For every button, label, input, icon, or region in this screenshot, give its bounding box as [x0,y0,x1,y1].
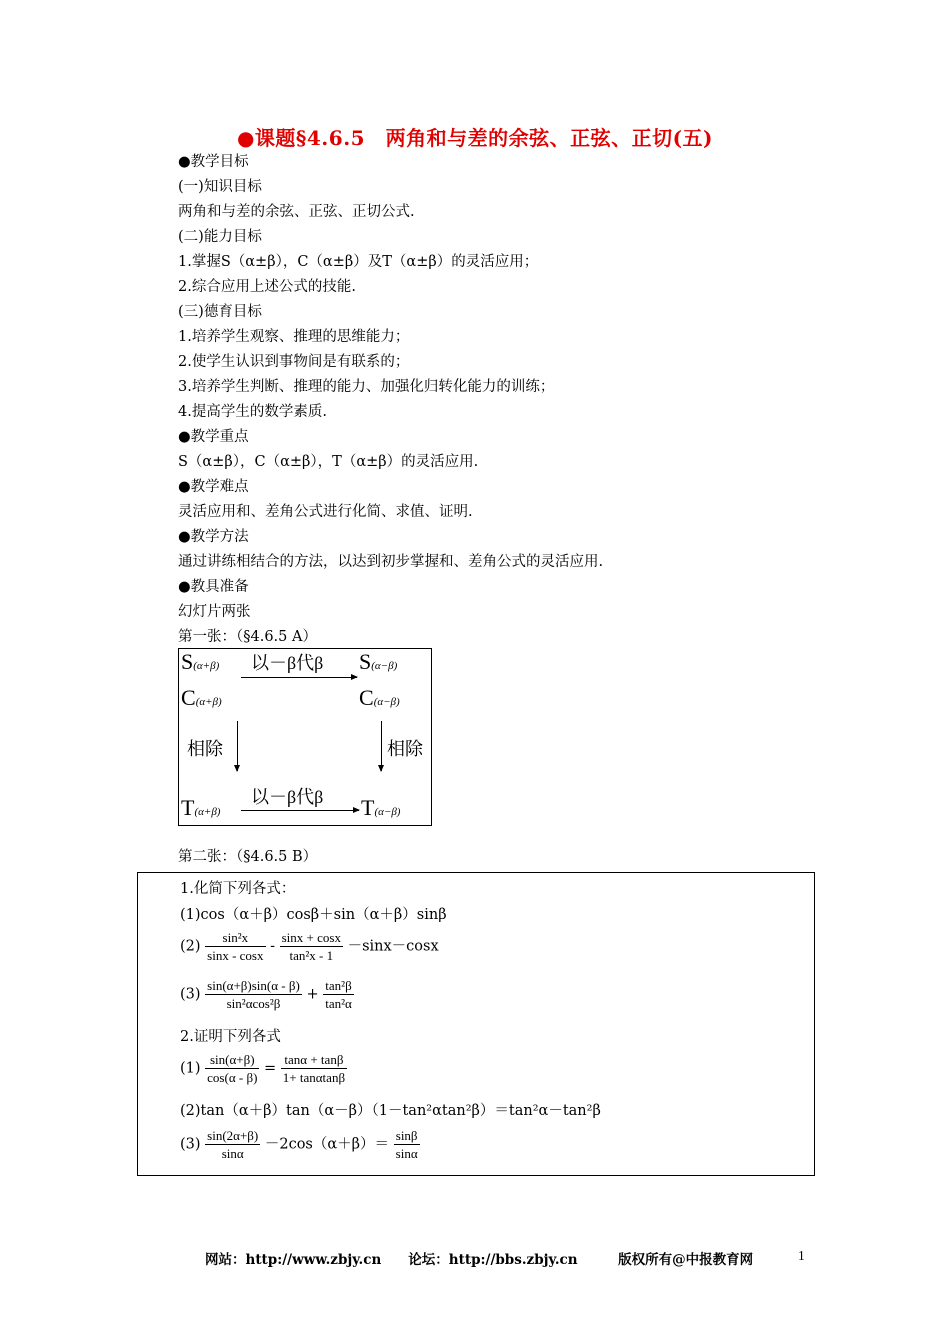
t-plus-node: T(α+β) [181,795,221,820]
fraction: $\frac{\tan\alpha + \tan\beta}{1+ \tan\alpha\tan\beta}$ [282,1052,346,1085]
text-line: 1.掌握S（α±β），C（α±β）及T（α±β）的灵活应用； [178,254,539,270]
exercise-box [137,872,815,1176]
c-plus-node: C(α+β) [181,685,222,710]
fraction: $\frac{\text{tan²β}}{\text{tan²α}}$ [325,978,352,1011]
right-arrow [381,721,382,771]
page-number: 1 [798,1248,805,1263]
heading-materials: ●教具准备 [178,579,249,595]
subheading-ability: (二)能力目标 [178,229,262,245]
footer-links: 网站：http://www.zbjy.cn 论坛：http://bbs.zbjy.cn 版权所有@中报教育网 [205,1252,754,1268]
exercise-heading-simplify: 1.化简下列各式： [180,881,296,897]
slide2-label: 第二张：（§4.6.5 B） [178,849,318,865]
right-arrow-label: 相除 [387,739,423,759]
exercise-1-1: (1)cos（α＋β）cosβ＋sin（α＋β）sinβ [180,907,447,923]
text-line: 幻灯片两张 [178,604,251,620]
fraction: $\frac{\sin\beta}{\sin\alpha}$ [395,1128,418,1161]
heading-methods: ●教学方法 [178,529,249,545]
left-arrow [237,721,238,771]
proof-2-3: (3) $\frac{\sin(2\alpha+\beta)}{\sin\alpha}$ －2cos（α＋β）＝ $\frac{\sin\beta}{\sin\alpha}$ [180,1128,418,1161]
exercise-heading-prove: 2.证明下列各式 [180,1029,281,1045]
formula-relation-diagram [178,648,432,826]
lesson-title: ●课题§4.6.5 两角和与差的余弦、正弦、正切(五) [236,126,713,150]
text-line: 灵活应用和、差角公式进行化简、求值、证明. [178,504,473,520]
heading-key-points: ●教学重点 [178,429,249,445]
text-line: S（α±β），C（α±β），T（α±β）的灵活应用. [178,454,479,470]
subheading-knowledge: (一)知识目标 [178,179,262,195]
text-line: 1.培养学生观察、推理的思维能力； [178,329,410,345]
text-line: 两角和与差的余弦、正弦、正切公式. [178,204,415,220]
text-line: 4.提高学生的数学素质. [178,404,327,420]
lesson-body [178,150,603,650]
text-line: 2.综合应用上述公式的技能. [178,279,356,295]
proof-2-1: (1) $\frac{\sin(\alpha+\beta)}{\cos(\alpha - \beta)}$ = $\frac{\tan\alpha + \tan\beta}{1+ \tan\alpha\tan\beta}$ [180,1052,346,1085]
fraction: $\frac{\sin x + \cos x}{\text{tan²x - 1}}$ [281,930,341,963]
top-arrow [241,677,357,678]
exercise-1-3: (3) $\frac{\sin(\alpha+\beta)\sin(\alpha - \beta)}{\text{sin²αcos²β}}$ + $\frac{\text{tan²β}}{\text{tan²α}}$ [180,978,352,1011]
top-arrow-label: 以－β代β [251,653,324,673]
proof-2-2: (2)tan（α＋β）tan（α－β）（1－tan²αtan²β）＝tan²α－tan²β [180,1103,601,1119]
fraction: $\frac{\sin(\alpha+\beta)}{\cos(\alpha - \beta)}$ [207,1052,258,1085]
fraction: $\frac{\text{sin²x}}{\sin x - \cos x}$ [207,930,264,963]
text-line: 通过讲练相结合的方法，以达到初步掌握和、差角公式的灵活应用. [178,554,604,570]
text-line: 3.培养学生判断、推理的能力、加强化归转化能力的训练； [178,379,555,395]
fraction: $\frac{\sin(\alpha+\beta)\sin(\alpha - \beta)}{\text{sin²αcos²β}}$ [207,978,300,1011]
c-minus-node: C(α−β) [359,685,400,710]
subheading-moral: (三)德育目标 [178,304,262,320]
text-line: 2.使学生认识到事物间是有联系的； [178,354,410,370]
bottom-arrow-label: 以－β代β [251,787,324,807]
heading-difficulties: ●教学难点 [178,479,249,495]
exercise-1-2: (2) $\frac{\text{sin²x}}{\sin x - \cos x}$ - $\frac{\sin x + \cos x}{\text{tan²x - 1}}$ －sinx－cosx [180,930,439,963]
slide1-label: 第一张：（§4.6.5 A） [178,629,317,645]
left-arrow-label: 相除 [187,739,223,759]
heading-objectives: ●教学目标 [178,154,249,170]
t-minus-node: T(α−β) [361,795,401,820]
fraction: $\frac{\sin(2\alpha+\beta)}{\sin\alpha}$ [207,1128,259,1161]
s-minus-node: S(α−β) [359,649,398,674]
s-plus-node: S(α+β) [181,649,220,674]
bottom-arrow [241,810,359,811]
